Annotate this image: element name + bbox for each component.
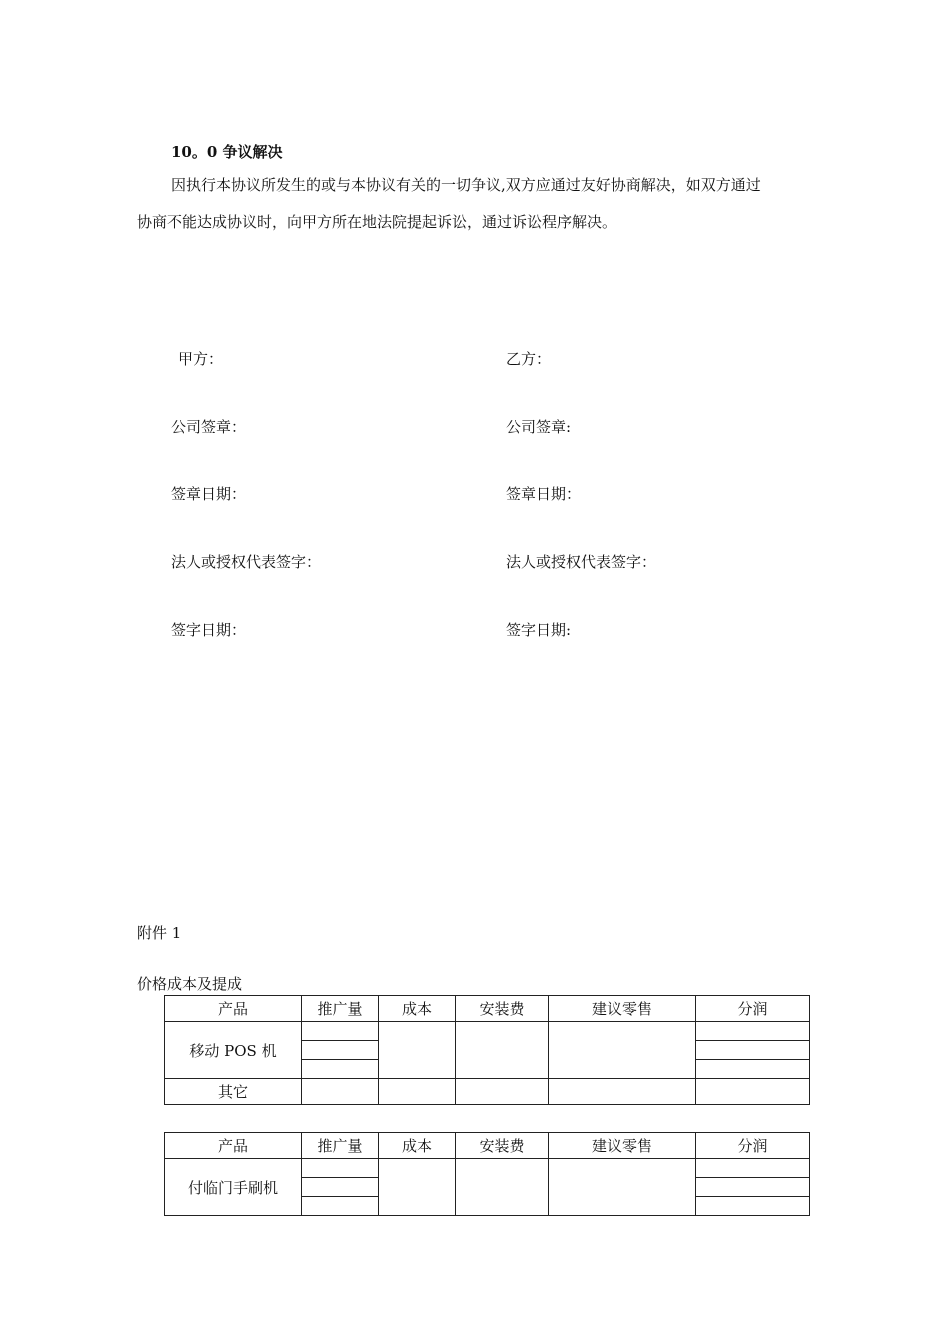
header-profit-share: 分润 [696, 1133, 810, 1159]
suggested-retail-cell [549, 1022, 696, 1079]
cost-cell [379, 1159, 456, 1216]
cost-cell [379, 1022, 456, 1079]
profit-share-cell [696, 1079, 810, 1105]
promo-volume-cell [302, 1022, 379, 1041]
install-fee-cell [456, 1022, 549, 1079]
price-table-1 [164, 995, 810, 1105]
attachment-title: 附件 1 [137, 924, 182, 942]
profit-share-cell [696, 1197, 810, 1216]
header-install-fee: 安装费 [456, 996, 549, 1022]
table-row [165, 1079, 810, 1105]
promo-volume-cell [302, 1041, 379, 1060]
suggested-retail-cell [549, 1079, 696, 1105]
header-profit-share: 分润 [696, 996, 810, 1022]
promo-volume-cell [302, 1060, 379, 1079]
clause-text-line-2: 协商不能达成协议时，向甲方所在地法院提起诉讼，通过诉讼程序解决。 [137, 213, 618, 231]
suggested-retail-cell [549, 1159, 696, 1216]
party-a-rep-sign-label: 法人或授权代表签字： [171, 553, 322, 571]
promo-volume-cell [302, 1079, 379, 1105]
header-product: 产品 [165, 1133, 302, 1159]
header-suggested-retail: 建议零售 [549, 996, 696, 1022]
profit-share-cell [696, 1178, 810, 1197]
party-b-seal-label: 公司签章: [506, 418, 572, 436]
party-b-sign-date-label: 签字日期: [506, 621, 572, 639]
party-b-label: 乙方： [506, 350, 552, 368]
header-cost: 成本 [379, 1133, 456, 1159]
product-cell-other: 其它 [165, 1079, 302, 1105]
profit-share-cell [696, 1159, 810, 1178]
header-cost: 成本 [379, 996, 456, 1022]
table-row [165, 1159, 810, 1178]
product-cell-mobile-pos: 移动 POS 机 [165, 1022, 302, 1079]
party-a-seal-date-label: 签章日期： [171, 485, 247, 503]
party-b-seal-date-label: 签章日期： [506, 485, 582, 503]
party-a-label: 甲方： [178, 350, 224, 368]
table-row [165, 1022, 810, 1041]
clause-heading: 10。0 争议解决 [171, 143, 283, 161]
install-fee-cell [456, 1079, 549, 1105]
promo-volume-cell [302, 1178, 379, 1197]
profit-share-cell [696, 1022, 810, 1041]
install-fee-cell [456, 1159, 549, 1216]
product-cell-card-reader: 付临门手刷机 [165, 1159, 302, 1216]
price-table-2 [164, 1132, 810, 1216]
profit-share-cell [696, 1041, 810, 1060]
table-header-row [165, 996, 810, 1022]
clause-text-line-1: 因执行本协议所发生的或与本协议有关的一切争议,双方应通过友好协商解决，如双方通过 [171, 176, 761, 194]
promo-volume-cell [302, 1197, 379, 1216]
cost-cell [379, 1079, 456, 1105]
header-install-fee: 安装费 [456, 1133, 549, 1159]
table-header-row [165, 1133, 810, 1159]
attachment-subtitle: 价格成本及提成 [137, 975, 243, 993]
party-a-sign-date-label: 签字日期： [171, 621, 247, 639]
profit-share-cell [696, 1060, 810, 1079]
party-b-rep-sign-label: 法人或授权代表签字： [506, 553, 657, 571]
header-promo-volume: 推广量 [302, 996, 379, 1022]
party-a-seal-label: 公司签章： [171, 418, 247, 436]
header-suggested-retail: 建议零售 [549, 1133, 696, 1159]
header-promo-volume: 推广量 [302, 1133, 379, 1159]
promo-volume-cell [302, 1159, 379, 1178]
header-product: 产品 [165, 996, 302, 1022]
